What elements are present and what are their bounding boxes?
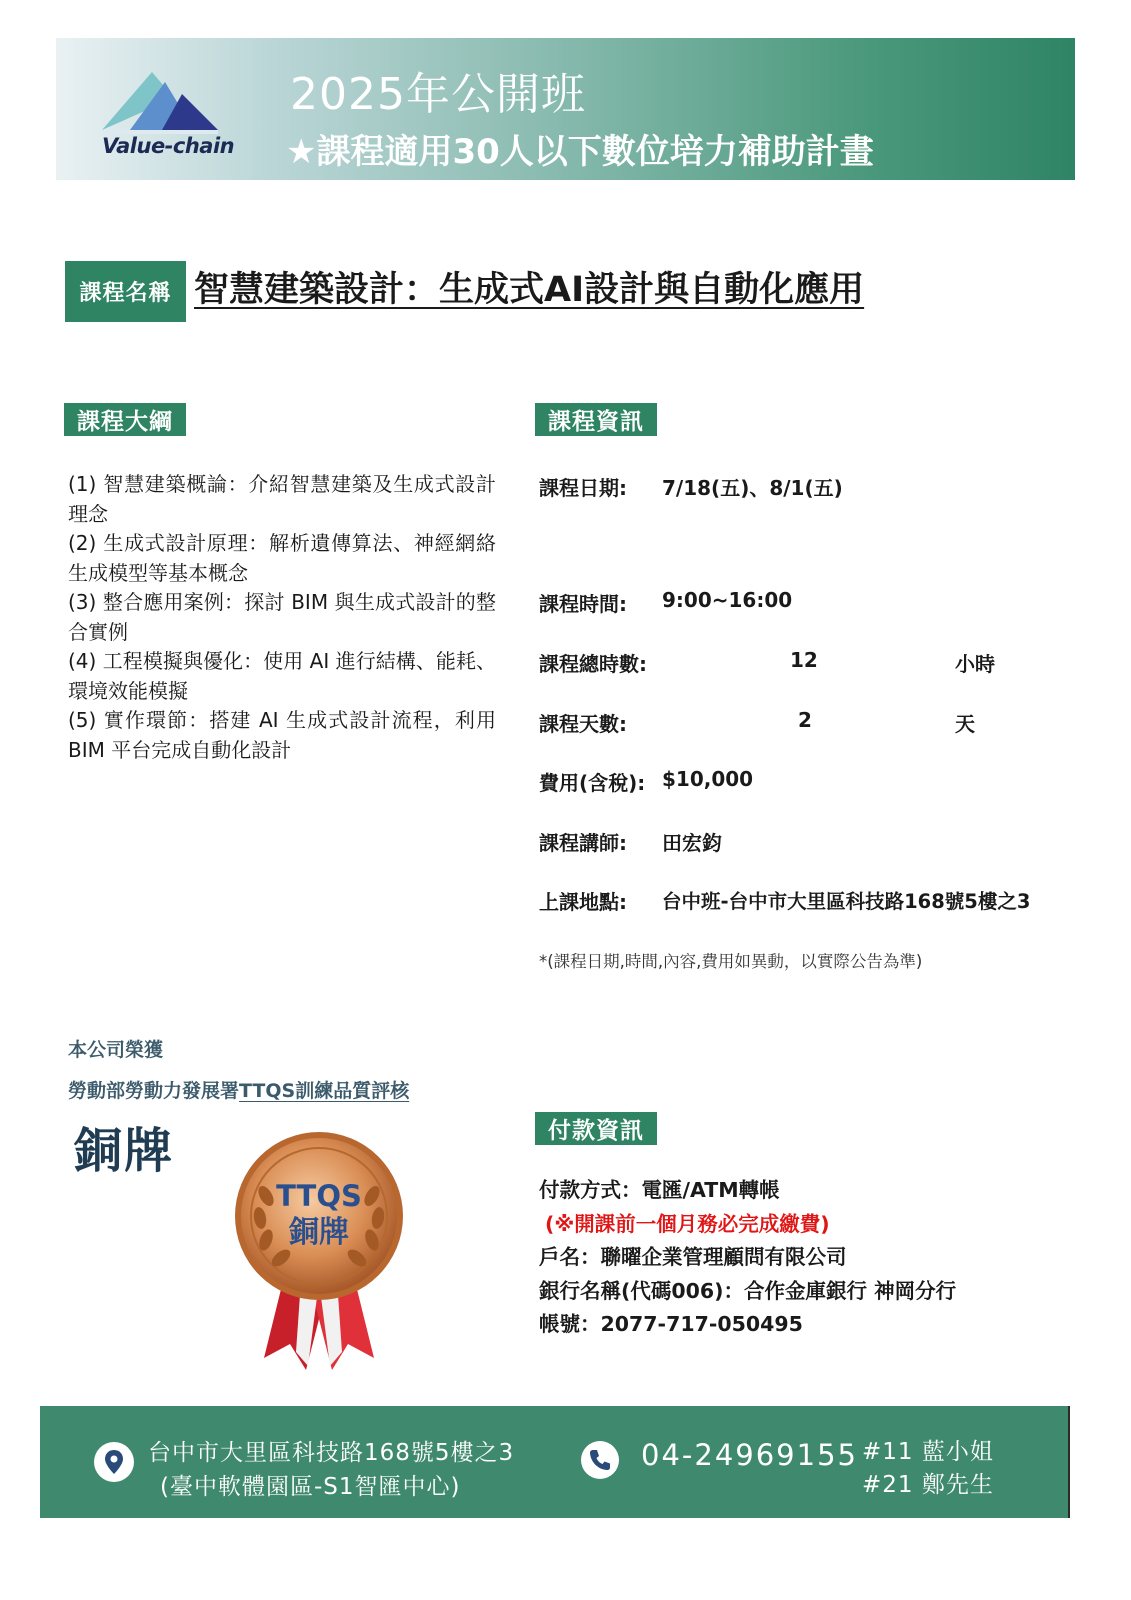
award-line2 — [68, 1076, 409, 1103]
course-name-tag: 課程名稱 — [65, 261, 186, 322]
days-label: 課程天數: — [539, 712, 627, 736]
teacher-value: 田宏鈞 — [662, 831, 722, 855]
info-note: *(課程日期,時間,內容,費用如異動，以實際公告為準) — [539, 952, 923, 971]
payment-account-number: 帳號：2077-717-050495 — [539, 1312, 803, 1336]
location-pin-icon — [93, 1441, 135, 1483]
course-title: 智慧建築設計：生成式AI設計與自動化應用 — [194, 270, 865, 310]
footer-contact-2: #21 鄭先生 — [862, 1472, 994, 1498]
fee-value: $10,000 — [662, 767, 754, 791]
time-value: 9:00~16:00 — [662, 588, 793, 612]
ttqs-bronze-medal-icon — [226, 1126, 412, 1378]
outline-heading: 課程大綱 — [64, 403, 186, 436]
outline-item: (2) 生成式設計原理：解析遺傳算法、神經網絡生成模型等基本概念 — [68, 531, 496, 585]
award-line2-ttqs: TTQS訓練品質評核 — [239, 1080, 410, 1102]
award-line2-prefix: 勞動部勞動力發展署 — [68, 1080, 240, 1102]
payment-details — [539, 1174, 956, 1342]
hours-value: 12 — [790, 648, 818, 672]
phone-icon — [580, 1440, 620, 1480]
date-value: 7/18(五)、8/1(五) — [662, 476, 843, 500]
payment-warning: (※開課前一個月務必完成繳費) — [545, 1211, 830, 1236]
info-heading: 課程資訊 — [535, 403, 657, 436]
date-label: 課程日期: — [539, 476, 627, 500]
outline-list — [68, 470, 496, 765]
teacher-label: 課程講師: — [539, 831, 627, 855]
days-value: 2 — [798, 708, 812, 732]
payment-heading: 付款資訊 — [535, 1112, 657, 1145]
banner-subtitle: ★課程適用30人以下數位培力補助計畫 — [286, 132, 874, 172]
fee-label: 費用(含稅): — [539, 771, 646, 795]
logo-text: Value-chain — [102, 134, 235, 158]
outline-item: (4) 工程模擬與優化：使用 AI 進行結構、能耗、環境效能模擬 — [68, 649, 496, 703]
location-label: 上課地點: — [539, 890, 627, 914]
outline-item: (1) 智慧建築概論：介紹智慧建築及生成式設計理念 — [68, 472, 496, 526]
location-value: 台中班-台中市大里區科技路168號5樓之3 — [662, 890, 1031, 913]
award-line1: 本公司榮獲 — [68, 1039, 164, 1061]
footer-address-line1: 台中市大里區科技路168號5樓之3 — [148, 1440, 515, 1466]
footer-address-line2: (臺中軟體園區-S1智匯中心) — [160, 1474, 461, 1500]
time-label: 課程時間: — [539, 592, 627, 616]
footer-contact-1: #11 藍小姐 — [862, 1439, 994, 1465]
footer-phone[interactable]: 04-24969155 — [641, 1438, 858, 1472]
award-title: 銅牌 — [74, 1123, 175, 1179]
payment-method: 付款方式：電匯/ATM轉帳 — [539, 1178, 780, 1202]
days-unit: 天 — [955, 712, 975, 736]
payment-bank: 銀行名稱(代碼006)：合作金庫銀行 神岡分行 — [539, 1278, 957, 1303]
medal-text-top: TTQS — [276, 1179, 362, 1213]
hours-unit: 小時 — [955, 652, 995, 676]
medal-text-bottom: 銅牌 — [289, 1215, 349, 1250]
outline-item: (5) 實作環節：搭建 AI 生成式設計流程，利用 BIM 平台完成自動化設計 — [68, 708, 496, 762]
payment-account-name: 戶名：聯曜企業管理顧問有限公司 — [539, 1245, 847, 1269]
hours-label: 課程總時數: — [539, 652, 647, 676]
banner-title: 2025年公開班 — [290, 69, 586, 120]
outline-item: (3) 整合應用案例：探討 BIM 與生成式設計的整合實例 — [68, 590, 496, 644]
